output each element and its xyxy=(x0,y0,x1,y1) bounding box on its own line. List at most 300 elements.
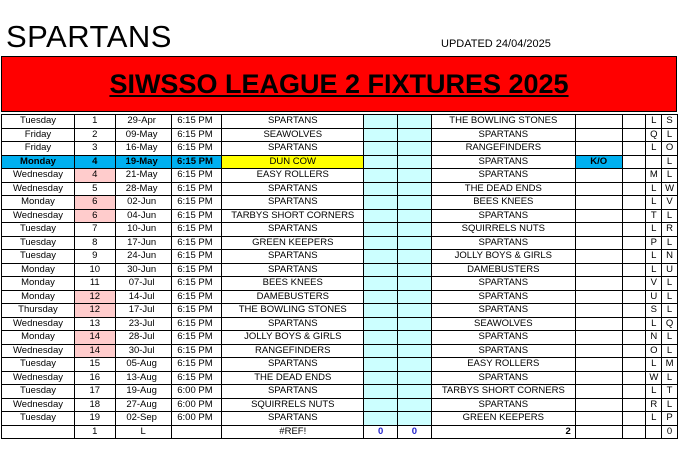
cell-score-away[interactable] xyxy=(398,250,432,264)
cell-date[interactable]: 19-Aug xyxy=(115,385,171,399)
cell-opp[interactable]: Q xyxy=(662,317,678,331)
cell-score-away[interactable] xyxy=(398,223,432,237)
cell-date[interactable]: 09-May xyxy=(115,128,171,142)
cell-away[interactable]: GREEN KEEPERS xyxy=(431,412,575,426)
cell-day[interactable]: Tuesday xyxy=(2,115,75,129)
cell-time[interactable]: 6:15 PM xyxy=(171,371,222,385)
cell-ko[interactable] xyxy=(575,277,622,291)
cell-score-home[interactable] xyxy=(364,236,398,250)
cell-ko[interactable] xyxy=(575,331,622,345)
cell-score-home[interactable] xyxy=(364,385,398,399)
cell-away[interactable]: SPARTANS xyxy=(431,290,575,304)
totals-day[interactable] xyxy=(2,425,75,439)
cell-home[interactable]: SPARTANS xyxy=(222,142,364,156)
cell-score-home[interactable] xyxy=(364,317,398,331)
cell-date[interactable]: 29-Apr xyxy=(115,115,171,129)
cell-away[interactable]: SPARTANS xyxy=(431,155,575,169)
cell-day[interactable]: Wednesday xyxy=(2,371,75,385)
cell-time[interactable]: 6:15 PM xyxy=(171,236,222,250)
fixtures-table xyxy=(1,114,678,439)
cell-time[interactable]: 6:15 PM xyxy=(171,209,222,223)
cell-away[interactable]: SEAWOLVES xyxy=(431,317,575,331)
cell-date[interactable]: 23-Jul xyxy=(115,317,171,331)
cell-away[interactable]: EASY ROLLERS xyxy=(431,358,575,372)
cell-ko[interactable] xyxy=(575,317,622,331)
cell-blank[interactable] xyxy=(622,182,646,196)
totals-away-value: 2 xyxy=(565,425,571,437)
totals-blank[interactable] xyxy=(622,425,646,439)
cell-score-away[interactable] xyxy=(398,331,432,345)
cell-day[interactable]: Monday xyxy=(2,196,75,210)
cell-home[interactable]: BEES KNEES xyxy=(222,277,364,291)
cell-res[interactable]: N xyxy=(646,331,662,345)
cell-date[interactable]: 30-Jul xyxy=(115,344,171,358)
fixture-row xyxy=(2,398,678,412)
cell-date[interactable]: 17-Jul xyxy=(115,304,171,318)
cell-score-home[interactable] xyxy=(364,371,398,385)
cell-opp[interactable]: L xyxy=(662,331,678,345)
cell-score-home[interactable] xyxy=(364,412,398,426)
cell-res[interactable]: U xyxy=(646,290,662,304)
cell-opp[interactable]: L xyxy=(662,209,678,223)
cell-blank[interactable] xyxy=(622,223,646,237)
totals-wk[interactable]: 1 xyxy=(74,425,115,439)
cell-wk[interactable]: 19 xyxy=(74,412,115,426)
cell-wk[interactable]: 18 xyxy=(74,398,115,412)
cell-opp[interactable]: L xyxy=(662,128,678,142)
cell-score-away[interactable] xyxy=(398,182,432,196)
cell-home[interactable]: TARBYS SHORT CORNERS xyxy=(222,209,364,223)
cell-score-away[interactable] xyxy=(398,169,432,183)
cell-away[interactable]: SQUIRRELS NUTS xyxy=(431,223,575,237)
cell-date[interactable]: 19-May xyxy=(115,155,171,169)
cell-away[interactable]: SPARTANS xyxy=(431,371,575,385)
cell-score-home[interactable] xyxy=(364,209,398,223)
cell-ko[interactable]: K/O xyxy=(575,155,622,169)
cell-home[interactable]: SQUIRRELS NUTS xyxy=(222,398,364,412)
cell-time[interactable]: 6:15 PM xyxy=(171,317,222,331)
cell-opp[interactable]: L xyxy=(662,371,678,385)
cell-home[interactable]: SPARTANS xyxy=(222,263,364,277)
cell-time[interactable]: 6:15 PM xyxy=(171,169,222,183)
cell-away[interactable]: SPARTANS xyxy=(431,304,575,318)
cell-date[interactable]: 05-Aug xyxy=(115,358,171,372)
cell-time[interactable]: 6:15 PM xyxy=(171,223,222,237)
cell-res[interactable]: S xyxy=(646,304,662,318)
cell-opp[interactable]: N xyxy=(662,250,678,264)
cell-res[interactable]: P xyxy=(646,236,662,250)
cell-opp[interactable]: T xyxy=(662,385,678,399)
cell-ko[interactable] xyxy=(575,371,622,385)
cell-wk[interactable]: 4 xyxy=(74,169,115,183)
cell-home[interactable]: SPARTANS xyxy=(222,412,364,426)
cell-date[interactable]: 27-Aug xyxy=(115,398,171,412)
cell-score-away[interactable] xyxy=(398,277,432,291)
cell-ko[interactable] xyxy=(575,142,622,156)
cell-score-away[interactable] xyxy=(398,412,432,426)
totals-score-away[interactable]: 0 xyxy=(398,425,432,439)
cell-blank[interactable] xyxy=(622,169,646,183)
cell-score-home[interactable] xyxy=(364,223,398,237)
cell-opp[interactable]: S xyxy=(662,115,678,129)
cell-opp[interactable]: V xyxy=(662,196,678,210)
cell-score-away[interactable] xyxy=(398,304,432,318)
cell-day[interactable]: Wednesday xyxy=(2,398,75,412)
cell-score-away[interactable] xyxy=(398,155,432,169)
cell-time[interactable]: 6:15 PM xyxy=(171,344,222,358)
cell-away[interactable]: RANGEFINDERS xyxy=(431,142,575,156)
cell-ko[interactable] xyxy=(575,385,622,399)
cell-score-away[interactable] xyxy=(398,371,432,385)
cell-day[interactable]: Monday xyxy=(2,290,75,304)
cell-wk[interactable]: 14 xyxy=(74,331,115,345)
cell-ko[interactable] xyxy=(575,196,622,210)
cell-blank[interactable] xyxy=(622,263,646,277)
cell-score-home[interactable] xyxy=(364,169,398,183)
cell-opp[interactable]: L xyxy=(662,344,678,358)
cell-home[interactable]: SPARTANS xyxy=(222,385,364,399)
cell-time[interactable]: 6:00 PM xyxy=(171,398,222,412)
cell-date[interactable]: 28-Jul xyxy=(115,331,171,345)
cell-opp[interactable]: W xyxy=(662,182,678,196)
cell-score-home[interactable] xyxy=(364,196,398,210)
cell-away[interactable]: THE BOWLING STONES xyxy=(431,115,575,129)
cell-time[interactable]: 6:15 PM xyxy=(171,358,222,372)
cell-blank[interactable] xyxy=(622,209,646,223)
cell-date[interactable]: 17-Jun xyxy=(115,236,171,250)
cell-score-away[interactable] xyxy=(398,317,432,331)
cell-score-away[interactable] xyxy=(398,263,432,277)
cell-time[interactable]: 6:15 PM xyxy=(171,182,222,196)
cell-ko[interactable] xyxy=(575,182,622,196)
cell-ko[interactable] xyxy=(575,358,622,372)
cell-res[interactable]: L xyxy=(646,412,662,426)
totals-score-home[interactable]: 0 xyxy=(364,425,398,439)
cell-day[interactable]: Tuesday xyxy=(2,412,75,426)
cell-score-away[interactable] xyxy=(398,358,432,372)
cell-wk[interactable]: 10 xyxy=(74,263,115,277)
cell-blank[interactable] xyxy=(622,196,646,210)
cell-res[interactable]: Q xyxy=(646,128,662,142)
fixture-row xyxy=(2,317,678,331)
cell-wk[interactable]: 5 xyxy=(74,182,115,196)
cell-date[interactable]: 04-Jun xyxy=(115,209,171,223)
cell-date[interactable]: 30-Jun xyxy=(115,263,171,277)
cell-ko[interactable] xyxy=(575,398,622,412)
cell-ko[interactable] xyxy=(575,290,622,304)
cell-opp[interactable]: M xyxy=(662,358,678,372)
cell-res[interactable]: M xyxy=(646,169,662,183)
fixture-row xyxy=(2,290,678,304)
cell-opp[interactable]: L xyxy=(662,277,678,291)
cell-away[interactable]: SPARTANS xyxy=(431,128,575,142)
cell-day[interactable]: Monday xyxy=(2,263,75,277)
cell-opp[interactable]: L xyxy=(662,304,678,318)
cell-home[interactable]: SPARTANS xyxy=(222,358,364,372)
cell-res[interactable] xyxy=(646,155,662,169)
cell-wk[interactable]: 12 xyxy=(74,290,115,304)
cell-opp[interactable]: P xyxy=(662,412,678,426)
cell-day[interactable]: Wednesday xyxy=(2,209,75,223)
cell-score-away[interactable] xyxy=(398,196,432,210)
cell-res[interactable]: L xyxy=(646,385,662,399)
cell-score-home[interactable] xyxy=(364,155,398,169)
cell-wk[interactable]: 4 xyxy=(74,155,115,169)
cell-blank[interactable] xyxy=(622,385,646,399)
cell-ko[interactable] xyxy=(575,128,622,142)
cell-wk[interactable]: 17 xyxy=(74,385,115,399)
cell-day[interactable]: Tuesday xyxy=(2,385,75,399)
cell-opp[interactable]: L xyxy=(662,155,678,169)
cell-ko[interactable] xyxy=(575,412,622,426)
cell-score-home[interactable] xyxy=(364,263,398,277)
cell-blank[interactable] xyxy=(622,290,646,304)
cell-time[interactable]: 6:15 PM xyxy=(171,331,222,345)
cell-home[interactable]: SPARTANS xyxy=(222,250,364,264)
cell-ko[interactable] xyxy=(575,236,622,250)
fixture-row xyxy=(2,209,678,223)
cell-time[interactable]: 6:15 PM xyxy=(171,304,222,318)
fixture-row xyxy=(2,371,678,385)
cell-day[interactable]: Wednesday xyxy=(2,169,75,183)
cell-ko[interactable] xyxy=(575,115,622,129)
cell-score-away[interactable] xyxy=(398,209,432,223)
cell-date[interactable]: 14-Jul xyxy=(115,290,171,304)
cell-wk[interactable]: 15 xyxy=(74,358,115,372)
cell-res[interactable]: L xyxy=(646,263,662,277)
cell-score-home[interactable] xyxy=(364,128,398,142)
cell-date[interactable]: 02-Sep xyxy=(115,412,171,426)
cell-day[interactable]: Wednesday xyxy=(2,317,75,331)
cell-opp[interactable]: L xyxy=(662,290,678,304)
cell-time[interactable]: 6:15 PM xyxy=(171,155,222,169)
cell-score-away[interactable] xyxy=(398,142,432,156)
cell-home[interactable]: DUN COW xyxy=(222,155,364,169)
cell-home[interactable]: THE BOWLING STONES xyxy=(222,304,364,318)
cell-date[interactable]: 21-May xyxy=(115,169,171,183)
cell-home[interactable]: SPARTANS xyxy=(222,196,364,210)
cell-res[interactable]: T xyxy=(646,209,662,223)
cell-day[interactable]: Wednesday xyxy=(2,182,75,196)
cell-score-away[interactable] xyxy=(398,236,432,250)
totals-ko[interactable] xyxy=(575,425,622,439)
cell-home[interactable]: SPARTANS xyxy=(222,182,364,196)
cell-score-away[interactable] xyxy=(398,115,432,129)
cell-away[interactable]: SPARTANS xyxy=(431,277,575,291)
cell-home[interactable]: SPARTANS xyxy=(222,223,364,237)
cell-res[interactable]: O xyxy=(646,344,662,358)
cell-date[interactable]: 02-Jun xyxy=(115,196,171,210)
fixture-row xyxy=(2,263,678,277)
cell-score-away[interactable] xyxy=(398,290,432,304)
cell-blank[interactable] xyxy=(622,277,646,291)
sheet-title: SPARTANS xyxy=(6,19,172,54)
cell-ko[interactable] xyxy=(575,344,622,358)
cell-opp[interactable]: U xyxy=(662,263,678,277)
totals-date[interactable]: L xyxy=(115,425,171,439)
cell-res[interactable]: L xyxy=(646,358,662,372)
totals-away[interactable] xyxy=(431,425,575,439)
cell-ko[interactable] xyxy=(575,223,622,237)
totals-time[interactable] xyxy=(171,425,222,439)
cell-res[interactable]: V xyxy=(646,277,662,291)
cell-res[interactable]: L xyxy=(646,196,662,210)
cell-blank[interactable] xyxy=(622,128,646,142)
cell-date[interactable]: 16-May xyxy=(115,142,171,156)
cell-wk[interactable]: 13 xyxy=(74,317,115,331)
cell-away[interactable]: SPARTANS xyxy=(431,331,575,345)
cell-time[interactable]: 6:15 PM xyxy=(171,128,222,142)
cell-day[interactable]: Wednesday xyxy=(2,344,75,358)
cell-score-home[interactable] xyxy=(364,344,398,358)
cell-ko[interactable] xyxy=(575,250,622,264)
cell-home[interactable]: SEAWOLVES xyxy=(222,128,364,142)
cell-home[interactable]: DAMEBUSTERS xyxy=(222,290,364,304)
cell-wk[interactable]: 14 xyxy=(74,344,115,358)
cell-opp[interactable]: L xyxy=(662,398,678,412)
cell-res[interactable]: L xyxy=(646,142,662,156)
cell-date[interactable]: 10-Jun xyxy=(115,223,171,237)
cell-away[interactable]: JOLLY BOYS & GIRLS xyxy=(431,250,575,264)
cell-time[interactable]: 6:15 PM xyxy=(171,115,222,129)
totals-res[interactable] xyxy=(646,425,662,439)
cell-date[interactable]: 24-Jun xyxy=(115,250,171,264)
cell-time[interactable]: 6:15 PM xyxy=(171,277,222,291)
cell-res[interactable]: W xyxy=(646,371,662,385)
totals-opp[interactable]: 0 xyxy=(662,425,678,439)
cell-blank[interactable] xyxy=(622,250,646,264)
cell-blank[interactable] xyxy=(622,344,646,358)
cell-ko[interactable] xyxy=(575,209,622,223)
cell-day[interactable]: Tuesday xyxy=(2,223,75,237)
cell-time[interactable]: 6:15 PM xyxy=(171,250,222,264)
cell-wk[interactable]: 11 xyxy=(74,277,115,291)
cell-wk[interactable]: 12 xyxy=(74,304,115,318)
cell-score-away[interactable] xyxy=(398,398,432,412)
cell-score-home[interactable] xyxy=(364,304,398,318)
cell-time[interactable]: 6:15 PM xyxy=(171,196,222,210)
cell-time[interactable]: 6:00 PM xyxy=(171,385,222,399)
cell-blank[interactable] xyxy=(622,398,646,412)
cell-wk[interactable]: 1 xyxy=(74,115,115,129)
cell-away[interactable]: TARBYS SHORT CORNERS xyxy=(431,385,575,399)
cell-home[interactable]: RANGEFINDERS xyxy=(222,344,364,358)
cell-home[interactable]: THE DEAD ENDS xyxy=(222,371,364,385)
cell-opp[interactable]: L xyxy=(662,236,678,250)
cell-wk[interactable]: 3 xyxy=(74,142,115,156)
cell-home[interactable]: SPARTANS xyxy=(222,317,364,331)
cell-away[interactable]: SPARTANS xyxy=(431,398,575,412)
cell-blank[interactable] xyxy=(622,236,646,250)
cell-away[interactable]: SPARTANS xyxy=(431,236,575,250)
cell-score-home[interactable] xyxy=(364,358,398,372)
cell-blank[interactable] xyxy=(622,115,646,129)
totals-home[interactable]: #REF! xyxy=(222,425,364,439)
cell-date[interactable]: 13-Aug xyxy=(115,371,171,385)
cell-away[interactable]: SPARTANS xyxy=(431,169,575,183)
updated-date: UPDATED 24/04/2025 xyxy=(441,38,551,50)
cell-time[interactable]: 6:15 PM xyxy=(171,290,222,304)
cell-blank[interactable] xyxy=(622,331,646,345)
cell-time[interactable]: 6:00 PM xyxy=(171,412,222,426)
cell-res[interactable]: L xyxy=(646,115,662,129)
cell-score-home[interactable] xyxy=(364,250,398,264)
cell-day[interactable]: Tuesday xyxy=(2,236,75,250)
cell-day[interactable]: Monday xyxy=(2,277,75,291)
cell-score-away[interactable] xyxy=(398,344,432,358)
fixture-row xyxy=(2,358,678,372)
cell-wk[interactable]: 2 xyxy=(74,128,115,142)
cell-score-home[interactable] xyxy=(364,142,398,156)
cell-time[interactable]: 6:15 PM xyxy=(171,263,222,277)
cell-ko[interactable] xyxy=(575,263,622,277)
cell-wk[interactable]: 16 xyxy=(74,371,115,385)
cell-wk[interactable]: 8 xyxy=(74,236,115,250)
cell-opp[interactable]: O xyxy=(662,142,678,156)
cell-day[interactable]: Monday xyxy=(2,155,75,169)
cell-wk[interactable]: 7 xyxy=(74,223,115,237)
cell-blank[interactable] xyxy=(622,371,646,385)
cell-score-away[interactable] xyxy=(398,128,432,142)
cell-score-home[interactable] xyxy=(364,290,398,304)
cell-blank[interactable] xyxy=(622,142,646,156)
cell-score-home[interactable] xyxy=(364,398,398,412)
title-banner xyxy=(1,56,677,112)
cell-day[interactable]: Tuesday xyxy=(2,358,75,372)
cell-home[interactable]: SPARTANS xyxy=(222,115,364,129)
cell-score-home[interactable] xyxy=(364,331,398,345)
cell-opp[interactable]: R xyxy=(662,223,678,237)
cell-ko[interactable] xyxy=(575,304,622,318)
cell-blank[interactable] xyxy=(622,317,646,331)
cell-wk[interactable]: 6 xyxy=(74,209,115,223)
cell-time[interactable]: 6:15 PM xyxy=(171,142,222,156)
cell-res[interactable]: R xyxy=(646,398,662,412)
cell-away[interactable]: THE DEAD ENDS xyxy=(431,182,575,196)
cell-day[interactable]: Tuesday xyxy=(2,250,75,264)
cell-wk[interactable]: 9 xyxy=(74,250,115,264)
cell-score-home[interactable] xyxy=(364,277,398,291)
cell-home[interactable]: EASY ROLLERS xyxy=(222,169,364,183)
cell-res[interactable]: L xyxy=(646,250,662,264)
cell-score-away[interactable] xyxy=(398,385,432,399)
cell-away[interactable]: SPARTANS xyxy=(431,344,575,358)
cell-res[interactable]: L xyxy=(646,317,662,331)
cell-score-home[interactable] xyxy=(364,115,398,129)
cell-date[interactable]: 28-May xyxy=(115,182,171,196)
cell-day[interactable]: Friday xyxy=(2,128,75,142)
cell-home[interactable]: JOLLY BOYS & GIRLS xyxy=(222,331,364,345)
cell-score-home[interactable] xyxy=(364,182,398,196)
cell-res[interactable]: L xyxy=(646,223,662,237)
cell-day[interactable]: Monday xyxy=(2,331,75,345)
cell-home[interactable]: GREEN KEEPERS xyxy=(222,236,364,250)
cell-blank[interactable] xyxy=(622,412,646,426)
cell-away[interactable]: BEES KNEES xyxy=(431,196,575,210)
cell-away[interactable]: DAMEBUSTERS xyxy=(431,263,575,277)
cell-res[interactable]: L xyxy=(646,182,662,196)
cell-ko[interactable] xyxy=(575,169,622,183)
cell-date[interactable]: 07-Jul xyxy=(115,277,171,291)
cell-wk[interactable]: 6 xyxy=(74,196,115,210)
cell-blank[interactable] xyxy=(622,304,646,318)
cell-day[interactable]: Thursday xyxy=(2,304,75,318)
cell-blank[interactable] xyxy=(622,155,646,169)
cell-away[interactable]: SPARTANS xyxy=(431,209,575,223)
cell-day[interactable]: Friday xyxy=(2,142,75,156)
cell-blank[interactable] xyxy=(622,358,646,372)
cell-opp[interactable]: L xyxy=(662,169,678,183)
